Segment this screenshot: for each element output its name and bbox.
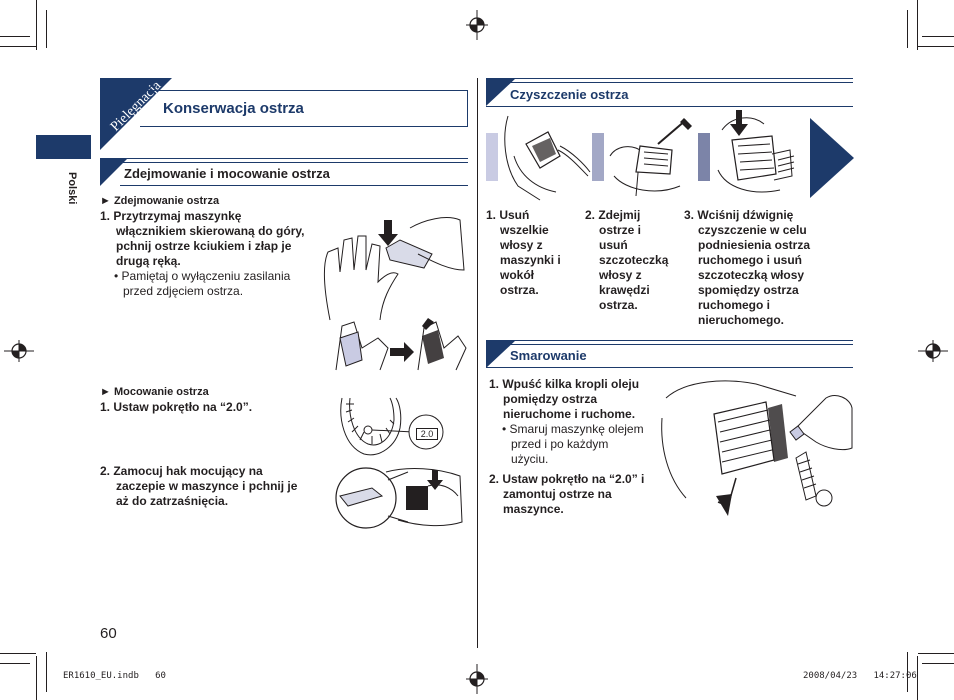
crop-mark xyxy=(917,656,918,700)
cleaning-strip-bar-3 xyxy=(698,133,710,181)
cleaning-step-2-line-1: 2. Zdejmij xyxy=(585,208,641,222)
crop-mark xyxy=(0,46,36,47)
column-divider xyxy=(477,78,478,648)
cleaning-step-3-line-7: ruchomego i xyxy=(698,298,771,312)
section-heading-cleaning: Czyszczenie ostrza xyxy=(510,87,629,102)
section-rule xyxy=(486,78,853,79)
removing-step-1-line-2: włącznikiem skierowaną do góry, xyxy=(116,224,305,238)
crop-mark xyxy=(918,653,954,654)
removing-blade-sequence-illustration xyxy=(332,318,466,370)
attaching-step-2-line-2: zaczepie w maszynce i pchnij je xyxy=(116,479,298,493)
cleaning-step-3-line-1: 3. Wciśnij dźwignię xyxy=(684,208,794,222)
dial-label: 2.0 xyxy=(416,428,438,440)
cleaning-step-2-line-2: ostrze i xyxy=(599,223,642,237)
attaching-step-2-line-1: 2. Zamocuj hak mocujący na xyxy=(100,464,263,478)
cleaning-step-2-line-4: szczoteczką xyxy=(599,253,669,267)
section-rule xyxy=(120,185,468,186)
attaching-step-1: 1. Ustaw pokrętło na “2.0”. xyxy=(100,400,253,414)
crop-mark xyxy=(917,0,918,50)
oiling-illustration xyxy=(656,378,854,520)
page-number: 60 xyxy=(100,625,117,642)
cleaning-strip-bar-1 xyxy=(486,133,498,181)
oiling-step-2-line-3: maszynce. xyxy=(503,502,564,516)
cleaning-step-2-line-3: usuń xyxy=(599,238,628,252)
crop-mark xyxy=(46,10,47,48)
removing-step-1-line-1: 1. Przytrzymaj maszynkę xyxy=(100,209,242,223)
oiling-step-1-line-2: pomiędzy ostrza xyxy=(503,392,598,406)
registration-mark-icon xyxy=(466,664,488,694)
oiling-step-2-line-2: zamontuj ostrze na xyxy=(503,487,612,501)
cleaning-step-2-illustration xyxy=(606,116,696,200)
crop-mark xyxy=(0,36,30,37)
crop-mark xyxy=(0,663,30,664)
cleaning-step-1-line-2: wszelkie xyxy=(500,223,549,237)
removing-step-1-line-3: pchnij ostrze kciukiem i złap je xyxy=(116,239,292,253)
cleaning-strip-bar-2 xyxy=(592,133,604,181)
crop-mark xyxy=(36,656,37,700)
crop-mark xyxy=(36,0,37,50)
cleaning-step-1-line-3: włosy z xyxy=(500,238,543,252)
crop-mark xyxy=(922,36,954,37)
crop-mark xyxy=(918,46,954,47)
page-title: Konserwacja ostrza xyxy=(163,100,304,117)
language-tab xyxy=(36,135,91,159)
cleaning-step-3-line-6: spomiędzy ostrza xyxy=(698,283,799,297)
section-rule xyxy=(120,158,468,159)
oiling-step-1-line-3: nieruchome i ruchome. xyxy=(503,407,636,421)
oiling-step-2-line-1: 2. Ustaw pokrętło na “2.0” i xyxy=(489,472,645,486)
subheading-removing: ► Zdejmowanie ostrza xyxy=(100,195,220,207)
cleaning-step-1-line-6: ostrza. xyxy=(500,283,539,297)
attaching-step-2-line-3: aż do zatrzaśnięcia. xyxy=(116,494,229,508)
removing-blade-illustration xyxy=(320,210,466,320)
subheading-attaching: ► Mocowanie ostrza xyxy=(100,386,209,398)
chapter-tab-label: Pielęgnacja xyxy=(108,78,165,135)
oiling-note-line-2: przed i po każdym xyxy=(511,437,609,451)
footer-file-info: ER1610_EU.indb 60 xyxy=(63,671,166,681)
crop-mark xyxy=(922,663,954,664)
crop-mark xyxy=(0,653,36,654)
cleaning-step-3-line-4: ruchomego i usuń xyxy=(698,253,803,267)
dial-setting-illustration xyxy=(338,398,456,458)
cleaning-step-1-line-1: 1. Usuń xyxy=(486,208,530,222)
cleaning-step-2-line-7: ostrza. xyxy=(599,298,638,312)
cleaning-step-1-line-5: wokół xyxy=(500,268,535,282)
cleaning-step-2-line-6: krawędzi xyxy=(599,283,650,297)
section-rule xyxy=(486,367,853,368)
removing-note-line-1: • Pamiętaj o wyłączeniu zasilania xyxy=(114,269,291,283)
oiling-step-1-line-1: 1. Wpuść kilka kropli oleju xyxy=(489,377,640,391)
section-rule xyxy=(120,162,468,163)
cleaning-step-1-illustration xyxy=(500,116,590,200)
section-rule xyxy=(486,340,853,341)
footer-timestamp: 2008/04/23 14:27:06 xyxy=(803,671,917,681)
section-heading-removing-attaching: Zdejmowanie i mocowanie ostrza xyxy=(124,166,330,181)
crop-mark xyxy=(46,652,47,692)
section-heading-oiling: Smarowanie xyxy=(510,348,587,363)
crop-mark xyxy=(907,10,908,48)
language-label: Polski xyxy=(66,172,78,205)
next-arrow-icon xyxy=(810,118,854,198)
registration-mark-icon xyxy=(4,340,34,362)
oiling-note-line-1: • Smaruj maszynkę olejem xyxy=(502,422,644,436)
attaching-blade-illustration xyxy=(328,466,464,530)
section-rule xyxy=(486,82,853,83)
cleaning-step-1-line-4: maszynki i xyxy=(500,253,561,267)
section-rule xyxy=(486,344,853,345)
removing-step-1-line-4: drugą ręką. xyxy=(116,254,181,268)
registration-mark-icon xyxy=(918,340,948,362)
cleaning-step-3-line-8: nieruchomego. xyxy=(698,313,785,327)
cleaning-step-2-line-5: włosy z xyxy=(599,268,642,282)
removing-note-line-2: przed zdjęciem ostrza. xyxy=(123,284,244,298)
cleaning-step-3-illustration xyxy=(712,110,806,200)
cleaning-step-3-line-2: czyszczenie w celu xyxy=(698,223,807,237)
registration-mark-icon xyxy=(466,10,488,40)
oiling-note-line-3: użyciu. xyxy=(511,452,549,466)
section-rule xyxy=(486,106,853,107)
cleaning-step-3-line-3: podniesienia ostrza xyxy=(698,238,811,252)
cleaning-step-3-line-5: szczoteczką włosy xyxy=(698,268,805,282)
